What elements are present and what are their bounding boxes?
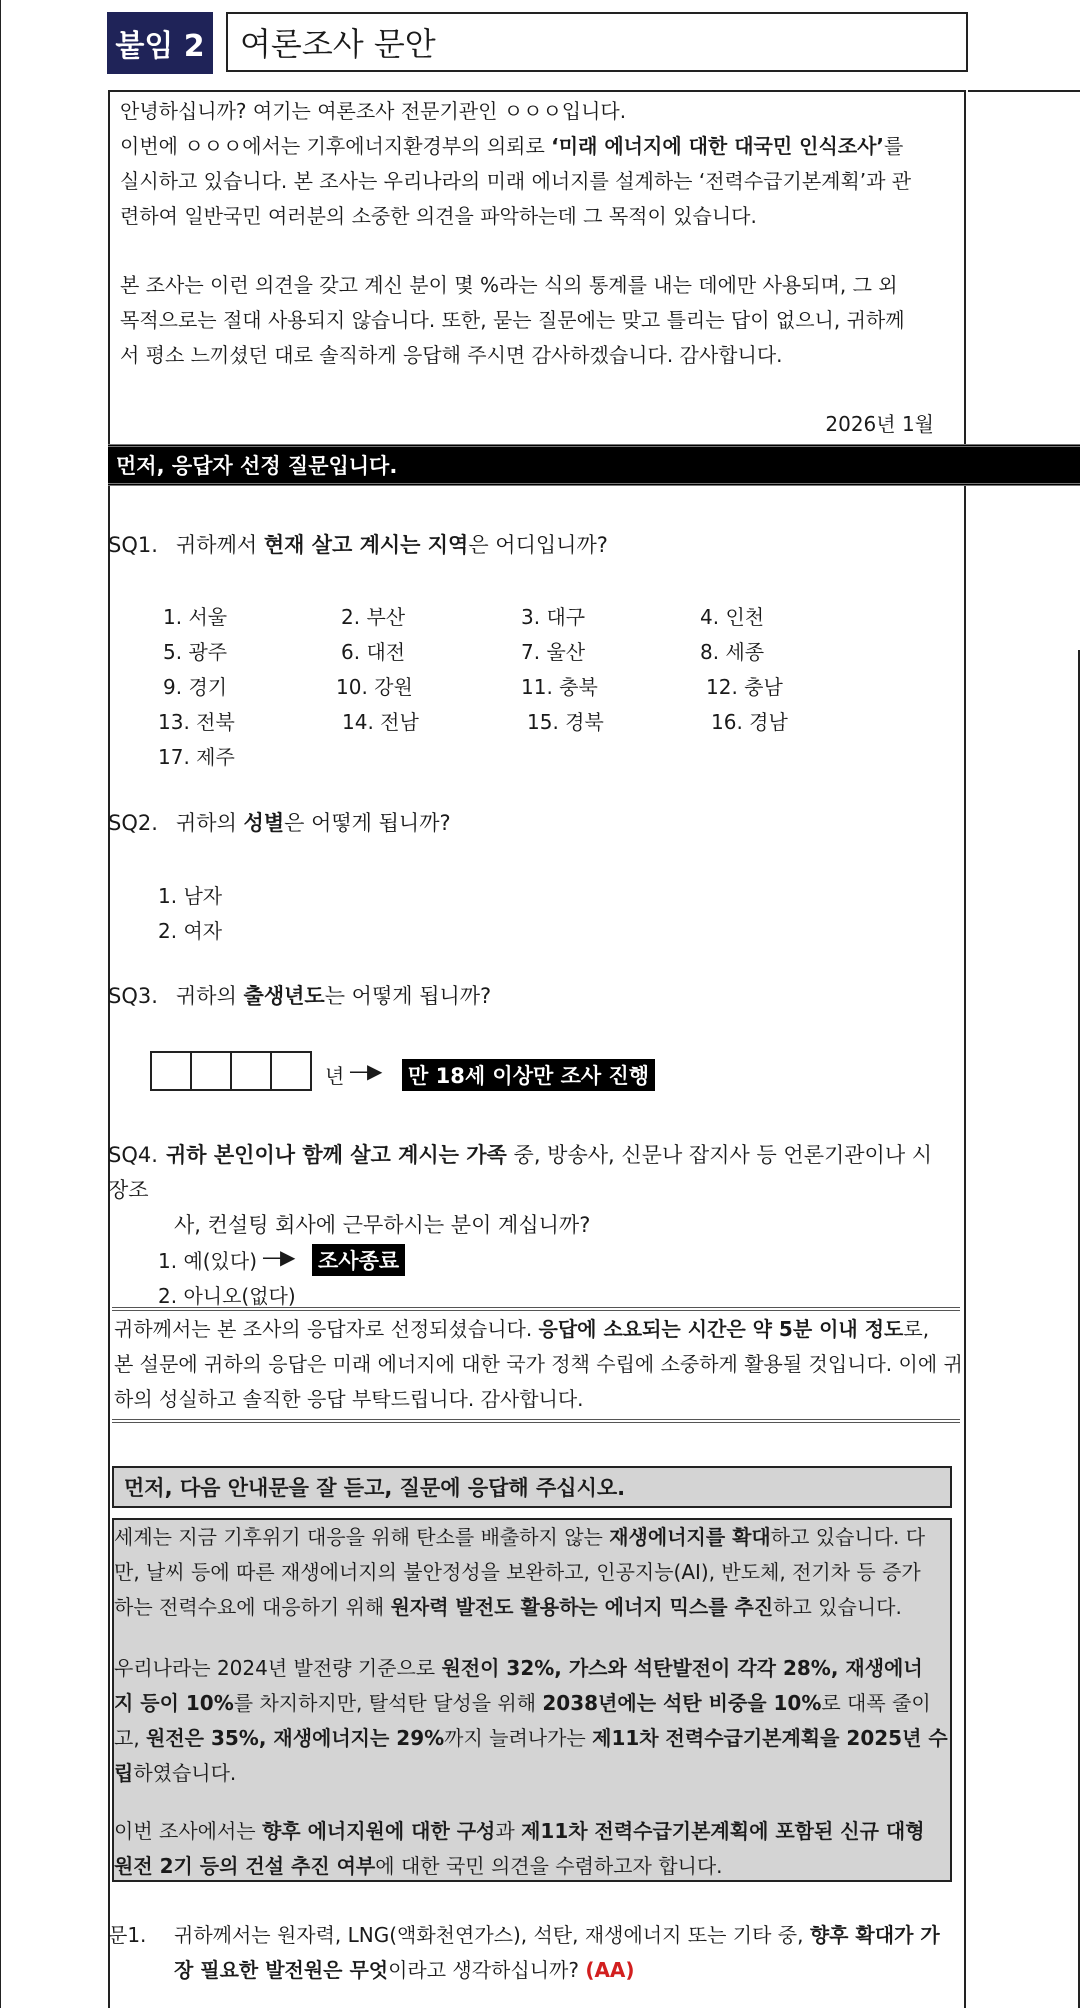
guide-text: 고, [114,1726,147,1750]
guide-text: 를 차지하지만, 탈석탄 달성을 위해 [233,1691,543,1715]
guide-emphasis: 재생에너지를 확대 [609,1525,771,1549]
guide-text: 과 [495,1819,522,1843]
sq1-option[interactable]: 3. 대구 [521,605,586,629]
survey-name: ‘미래 에너지에 대한 대국민 인식조사’ [551,134,885,158]
question-emphasis: 향후 확대가 가 [809,1923,940,1947]
question-sq3 [108,979,491,1014]
notice-rule-top [112,1307,960,1311]
sq1-option[interactable]: 13. 전북 [158,710,235,734]
sq1-option[interactable]: 7. 울산 [521,640,586,664]
question-emphasis: 출생년도 [243,984,325,1008]
question-text: 귀하의 [176,811,244,835]
intro-line: 서 평소 느끼셨던 대로 솔직하게 응답해 주시면 감사하겠습니다. 감사합니다. [120,343,783,367]
survey-date: 2026년 1월 [825,412,934,436]
question-label: SQ4. [108,1143,158,1167]
guide-emphasis: 원전이 32%, 가스와 석탄발전이 각각 28%, 재생에너 [441,1656,923,1680]
question-sq2 [108,806,451,841]
year-digit-box[interactable] [230,1051,272,1091]
question-sq4 [108,1138,948,1243]
guide-text: 까지 늘려나가는 [444,1726,593,1750]
question-text: 귀하께서 [176,533,264,557]
sq2-option-female[interactable]: 2. 여자 [158,919,223,943]
guide-emphasis: 향후 에너지원에 대한 구성 [261,1819,496,1843]
question-text: 귀하의 [176,984,244,1008]
guide-emphasis: 2038년에는 석탄 비중을 10% [542,1691,822,1715]
sq1-option[interactable]: 4. 인천 [700,605,765,629]
frame-top [108,90,966,92]
intro-line: 를 [884,134,904,158]
guide-emphasis: 원전 2기 등의 건설 추진 여부 [114,1854,376,1878]
page-border-left [0,0,1,2008]
guide-text: 만, 날씨 등에 따른 재생에너지의 불안정성을 보완하고, 인공지능(AI), 반도체, 전기차 등 증가 [114,1560,921,1584]
sq1-option[interactable]: 15. 경북 [527,710,604,734]
sq1-option[interactable]: 6. 대전 [341,640,406,664]
guide-text: 하는 전력수요에 대응하기 위해 [114,1595,391,1619]
question-sq1 [108,528,608,563]
notice-emphasis: 응답에 소요되는 시간은 약 5분 이내 정도 [538,1317,904,1341]
question-text: 는 어떻게 됩니까? [324,984,492,1008]
question-text: 중, 방송사, 신문나 잡지사 등 언론기관이나 시장조 [108,1143,933,1202]
sq4-option-no[interactable]: 2. 아니오(없다) [158,1284,296,1308]
guide-text: 하고 있습니다. [773,1595,902,1619]
document-title-text: 여론조사 문안 [240,25,436,63]
section-header: 먼저, 응답자 선정 질문입니다. [108,444,1080,486]
guide-text: 우리나라는 2024년 발전량 기준으로 [114,1656,442,1680]
question-text: 은 어디입니까? [468,533,608,557]
question-text: 은 어떻게 됩니까? [284,811,451,835]
terminate-badge: 조사종료 [312,1244,405,1276]
intro-line: 이번에 ㅇㅇㅇ에서는 기후에너지환경부의 의뢰로 [120,134,552,158]
respondent-notice [114,1312,964,1417]
arrow-icon: —▶ [262,1245,294,1269]
guide-paragraph-1 [114,1520,950,1625]
guide-text: 하였습니다. [133,1761,237,1785]
sq1-option[interactable]: 10. 강원 [336,675,413,699]
intro-paragraph-2 [120,268,950,373]
intro-line: 목적으로는 절대 사용되지 않습니다. 또한, 묻는 질문에는 맞고 틀리는 답이 없으니, 귀하께 [120,308,905,332]
question-label: SQ3. [108,984,158,1008]
question-tag: (AA) [585,1958,635,1982]
question-label: 문1. [108,1923,147,1947]
year-digit-box[interactable] [150,1051,192,1091]
notice-text: 귀하께서는 본 조사의 응답자로 선정되셨습니다. [114,1317,539,1341]
guide-emphasis: 제11차 전력수급기본계획을 2025년 수 [592,1726,948,1750]
intro-line: 본 조사는 이런 의견을 갖고 계신 분이 몇 %라는 식의 통계를 내는 데에만 사용되며, 그 외 [120,273,898,297]
guide-emphasis: 지 등이 10% [114,1691,234,1715]
header-divider [968,90,1080,92]
guide-emphasis: 원전은 35%, 재생에너지는 29% [146,1726,445,1750]
intro-line: 실시하고 있습니다. 본 조사는 우리나라의 미래 에너지를 설계하는 ‘전력수급기본계획’과 관 [120,169,912,193]
sq1-option[interactable]: 11. 충북 [521,675,598,699]
guide-emphasis: 립 [114,1761,134,1785]
sq1-option[interactable]: 5. 광주 [163,640,228,664]
sq1-option[interactable]: 9. 경기 [163,675,228,699]
intro-line: 안녕하십니까? 여기는 여론조사 전문기관인 ㅇㅇㅇ입니다. [120,99,627,123]
sq2-option-male[interactable]: 1. 남자 [158,884,223,908]
guide-text: 이번 조사에서는 [114,1819,262,1843]
sq1-option[interactable]: 1. 서울 [163,605,228,629]
intro-paragraph-1 [120,94,950,234]
question-q1 [108,1918,954,1988]
notice-text: 하의 성실하고 솔직한 응답 부탁드립니다. 감사합니다. [114,1387,584,1411]
guide-text: 에 대한 국민 의견을 수렴하고자 합니다. [375,1854,723,1878]
year-suffix: 년 [325,1064,345,1088]
guide-text: 로 대폭 줄이 [821,1691,931,1715]
question-text: 귀하께서는 원자력, LNG(액화천연가스), 석탄, 재생에너지 또는 기타 중, [174,1923,810,1947]
guide-emphasis: 제11차 전력수급기본계획에 포함된 신규 대형 [521,1819,925,1843]
question-emphasis: 성별 [243,811,285,835]
age-condition-badge: 만 18세 이상만 조사 진행 [402,1059,655,1091]
question-emphasis: 장 필요한 발전원은 무엇 [174,1958,389,1982]
document-title [226,12,968,72]
sq1-option[interactable]: 17. 제주 [158,745,235,769]
question-text: 이라고 생각하십니까? [388,1958,586,1982]
sq4-option-yes[interactable]: 1. 예(있다) [158,1249,258,1273]
notice-rule-bottom [112,1419,960,1423]
intro-line: 련하여 일반국민 여러분의 소중한 의견을 파악하는데 그 목적이 있습니다. [120,204,757,228]
guide-emphasis: 원자력 발전도 활용하는 에너지 믹스를 추진 [390,1595,774,1619]
notice-text: 로, [903,1317,930,1341]
guide-paragraph-2 [114,1651,950,1791]
guide-paragraph-3 [114,1814,950,1884]
question-label: SQ2. [108,811,158,835]
sq1-option[interactable]: 16. 경남 [711,710,788,734]
arrow-icon: —▶ [349,1059,381,1083]
frame-left [108,90,110,2008]
sq1-option[interactable]: 8. 세종 [700,640,765,664]
question-text: 사, 컨설팅 회사에 근무하시는 분이 계십니까? [174,1213,591,1237]
question-emphasis: 현재 살고 계시는 지역 [263,533,469,557]
guide-text: 하고 있습니다. 다 [770,1525,926,1549]
frame-right [964,90,966,2008]
notice-text: 본 설문에 귀하의 응답은 미래 에너지에 대한 국가 정책 수립에 소중하게 활용될 것입니다. 이에 귀 [114,1352,963,1376]
sq1-option[interactable]: 14. 전남 [342,710,419,734]
guide-text: 세계는 지금 기후위기 대응을 위해 탄소를 배출하지 않는 [114,1525,610,1549]
question-label: SQ1. [108,533,158,557]
sq1-option[interactable]: 2. 부산 [341,605,406,629]
guide-title: 먼저, 다음 안내문을 잘 듣고, 질문에 응답해 주십시오. [112,1466,952,1508]
question-emphasis: 귀하 본인이나 함께 살고 계시는 가족 [166,1143,507,1167]
birth-year-input[interactable] [150,1051,310,1091]
year-digit-box[interactable] [190,1051,232,1091]
sq1-option[interactable]: 12. 충남 [706,675,783,699]
year-digit-box[interactable] [270,1051,312,1091]
attachment-badge: 붙임 2 [107,12,213,74]
